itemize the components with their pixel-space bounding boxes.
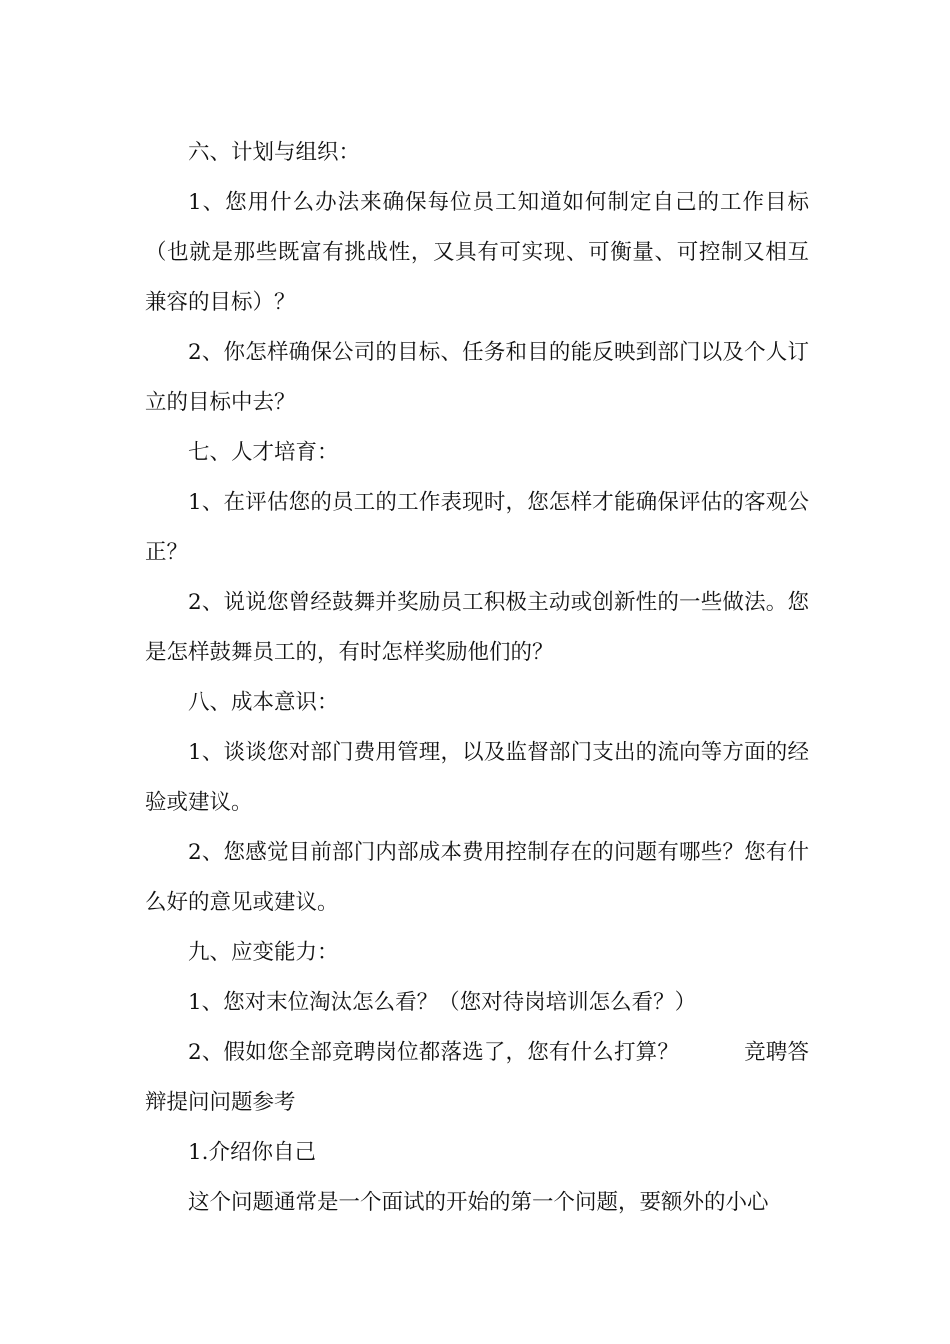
paragraph: 1、谈谈您对部门费用管理，以及监督部门支出的流向等方面的经验或建议。 <box>145 740 809 815</box>
paragraph: 2、假如您全部竞聘岗位都落选了，您有什么打算？ 竞聘答辩提问问题参考 <box>145 1040 809 1115</box>
paragraph: 2、说说您曾经鼓舞并奖励员工积极主动或创新性的一些做法。您是怎样鼓舞员工的，有时怎样奖励他们的？ <box>145 590 809 665</box>
paragraph: 这个问题通常是一个面试的开始的第一个问题，要额外的小心 <box>188 1190 769 1215</box>
paragraph: 2、你怎样确保公司的目标、任务和目的能反映到部门以及个人订立的目标中去？ <box>145 340 809 415</box>
paragraph: 2、您感觉目前部门内部成本费用控制存在的问题有哪些？您有什么好的意见或建议。 <box>145 840 809 915</box>
document-body <box>145 128 809 1228</box>
paragraph: 1、在评估您的员工的工作表现时，您怎样才能确保评估的客观公正？ <box>145 490 809 565</box>
question-heading: 1.介绍你自己 <box>188 1140 317 1165</box>
section-heading-talent: 七、人才培育： <box>188 440 339 465</box>
section-heading-planning: 六、计划与组织： <box>188 140 361 165</box>
paragraph: 1、您对末位淘汰怎么看？（您对待岗培训怎么看？） <box>188 990 697 1015</box>
section-heading-cost: 八、成本意识： <box>188 690 339 715</box>
section-heading-adaptability: 九、应变能力： <box>188 940 339 965</box>
paragraph: 1、您用什么办法来确保每位员工知道如何制定自己的工作目标（也就是那些既富有挑战性，又具有可实现、可衡量、可控制又相互兼容的目标）？ <box>145 190 809 315</box>
